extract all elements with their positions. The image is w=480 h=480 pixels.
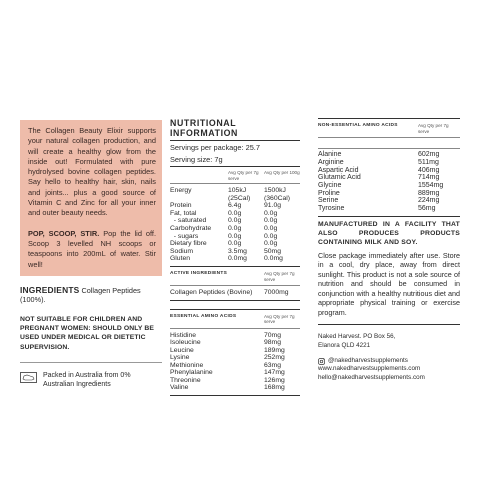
amino-acid-value: 1554mg [418,182,444,189]
packed-text: Packed in Australia from 0% Australian Ingredients [43,371,131,389]
table-row [170,354,300,362]
amino-acid-value: 889mg [418,189,440,197]
nutrient-per-100g: 1500kJ [264,187,286,194]
amino-acid-value: 252mg [264,354,285,362]
warning-text: NOT SUITABLE FOR CHILDREN AND PREGNANT WOMEN: SHOULD ONLY BE USED UNDER MEDICAL OR DIETETIC SUPERVISION. [20,316,155,351]
nutrient-per-100g: 0.0g [264,240,278,248]
nutrient-per-serve: 0.0g [228,232,242,240]
table-row [170,347,300,355]
amino-acid-value: 147mg [264,369,285,377]
amino-acid-value: 224mg [418,197,440,205]
nutrient-per-100g: 0.0mg [264,255,283,263]
nutrient-name: - saturated [170,217,207,225]
nonessential-amino-header [318,118,460,138]
nutrition-title: NUTRITIONAL INFORMATION [170,118,300,141]
essential-amino-table [170,329,300,396]
directions [28,229,156,270]
product-description-box [20,120,162,276]
amino-acid-name: Valine [170,384,189,392]
table-row [318,174,460,182]
nutrient-per-100g: 0.0g [264,232,278,240]
amino-acid-value: 126mg [264,376,285,384]
table-row [170,233,300,241]
amino-acid-name: Serine [318,197,339,205]
nutrient-name [170,195,228,203]
active-ingredients-label: ACTIVE INGREDIENTS [170,270,228,276]
amino-acid-name: Alanine [318,151,342,159]
instagram-icon [318,358,325,365]
address-line-1: Naked Harvest. PO Box 56, [318,333,396,341]
instagram-handle: @nakedharvestsupplements [328,356,408,364]
ingredients [20,286,162,305]
amino-acid-value: 168mg [264,384,285,392]
col-per-serve: Avg Qty per 7g serve [228,170,259,181]
amino-acid-name: Histidine [170,331,197,339]
right-column [318,118,460,383]
nutrient-per-serve: 105kJ [228,187,247,194]
table-row [170,384,300,392]
nutrient-per-100g: 50mg [264,247,282,255]
amino-acid-value: 714mg [418,174,440,182]
table-row [170,225,300,233]
table-row [318,182,460,190]
amino-acid-value: 511mg [418,158,439,166]
email: hello@nakedharvestsupplements.com [318,374,425,382]
table-row [318,205,460,213]
nutrient-name: Fat, total [170,209,197,217]
active-ingredient-value: 7000mg [264,289,289,297]
table-row [318,190,460,198]
nutrient-per-serve: 6.4g [228,202,242,210]
nonessential-amino-label: NON-ESSENTIAL AMINO ACIDS [318,123,398,128]
nutrition-table-body [170,184,300,267]
table-row [170,217,300,225]
active-ingredient-name: Collagen Peptides (Bovine) [170,289,253,297]
ingredients-text: Collagen Peptides (100%). [20,285,141,305]
table-row [318,167,460,175]
amino-acid-name: Glycine [318,182,342,189]
packed-in-australia-icon [20,372,37,383]
amino-acid-name: Threonine [170,376,201,384]
product-description: The Collagen Beauty Elixir supports your natural collagen production, and will create a healthy glow from the inside out! Formulated with pure hydrolysed bovine collagen peptides. Say hello to healthy hair, skin, nails and joints... plus a good source of Vitamin C and Zinc for all your inner and outer beauty needs. [28,126,156,218]
nutrient-name: Energy [170,187,192,194]
amino-acid-name: Arginine [318,158,344,166]
amino-acid-name: Methionine [170,361,204,369]
amino-acid-name: Glutamic Acid [318,174,361,182]
nutrient-name: Protein [170,202,192,210]
amino-acid-name: Lysine [170,354,190,362]
amino-acid-value: 189mg [264,346,285,354]
packed-in-australia [20,362,162,390]
nonessential-amino-table [318,148,460,217]
manufacturing-notice: MANUFACTURED IN A FACILITY THAT ALSO PRODUCES PRODUCTS CONTAINING MILK AND SOY. [318,220,460,246]
address-line-2: Elanora QLD 4221 [318,342,371,350]
amino-acid-value: 56mg [418,205,436,213]
nutrient-per-serve: 0.0g [228,224,242,232]
table-row [318,197,460,205]
amino-acid-value: 602mg [418,151,440,159]
essential-amino-label: ESSENTIAL AMINO ACIDS [170,313,237,319]
nutrient-per-serve: 0.0g [228,217,242,225]
table-row [170,377,300,385]
table-row [170,210,300,218]
active-qty-label: Avg Qty per 7g serve [264,270,295,282]
nutrient-name: Sodium [170,247,194,255]
left-column [20,120,162,390]
servings-per-package: Servings per package: 25.7 [170,143,260,152]
nutrient-per-serve: 0.0g [228,240,242,248]
nutrient-name: - sugars [170,232,199,240]
nutrient-per-serve: 0.0mg [228,255,247,263]
directions-text: Pop the lid off. Scoop 3 levelled NH scoops or teaspoons into 200mL of water. Stir well! [28,228,157,269]
ingredients-title: INGREDIENTS [20,284,80,295]
website: www.nakedharvestsupplements.com [318,365,421,373]
table-row [170,369,300,377]
amino-acid-name: Aspartic Acid [318,166,359,174]
table-row [170,240,300,248]
col-per-100g: Avg Qty per 100g [264,170,300,176]
nutrient-per-100g: (360Cal) [264,194,291,202]
nutrition-table-header [170,167,300,184]
amino-acid-name: Tyrosine [318,205,345,213]
table-row [170,362,300,370]
nutrient-name: Gluten [170,255,191,263]
table-row [170,187,300,195]
directions-title: POP, SCOOP, STIR. [28,228,100,238]
nutrient-per-serve: 0.0g [228,209,242,217]
active-ingredients-header [170,267,300,286]
nutrient-per-100g: 91.0g [264,202,282,210]
table-row [318,151,460,159]
amino-acid-value: 98mg [264,339,282,347]
table-row [170,255,300,263]
table-row [170,195,300,203]
table-row [170,286,300,301]
nutrient-per-100g: 0.0g [264,209,278,217]
amino-acid-name: Phenylalanine [170,369,213,377]
nutrient-per-100g: 0.0g [264,224,278,232]
nutrition-panel [170,118,300,396]
essential-amino-header [170,309,300,329]
storage-instructions: Close package immediately after use. Store in a cool, dry place, away from direct sunlight. This product is not a sole source of nutrition and should be consumed in conjunction with a healthy nutritious diet and appropriate physical training or exercise program. [318,251,460,326]
contact-info [318,357,460,383]
nutrient-name: Carbohydrate [170,224,212,232]
amino-acid-value: 63mg [264,361,282,369]
table-row [170,202,300,210]
instagram-line [318,357,460,366]
nutrient-per-serve: (25Cal) [228,194,251,202]
essential-qty-label: Avg Qty per 7g serve [264,313,295,325]
nonessential-qty-label: Avg Qty per 7g serve [418,123,449,134]
amino-acid-name: Isoleucine [170,339,201,347]
nutrient-per-serve: 3.5mg [228,247,247,255]
company-address [318,333,460,350]
table-row [170,332,300,340]
amino-acid-value: 70mg [264,331,282,339]
nutrient-per-100g: 0.0g [264,217,278,225]
nutrient-name: Dietary fibre [170,240,207,248]
table-row [318,159,460,167]
amino-acid-name: Proline [318,189,340,197]
amino-acid-value: 406mg [418,166,440,174]
amino-acid-name: Leucine [170,346,194,354]
table-row [170,339,300,347]
table-row [170,248,300,256]
serving-size: Serving size: 7g [170,155,300,168]
